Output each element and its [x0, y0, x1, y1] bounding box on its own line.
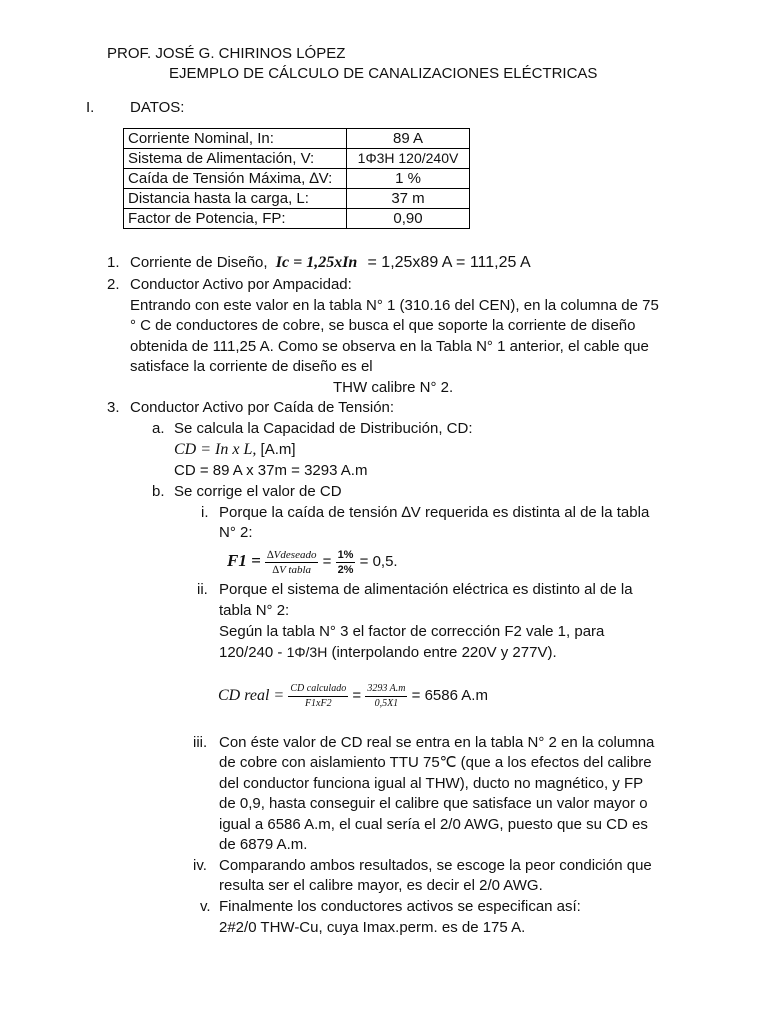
ampacity-title: Conductor Activo por Ampacidad:: [130, 276, 352, 293]
correction-title: Se corrige el valor de CD: [174, 483, 342, 500]
table-label: Corriente Nominal, In:: [124, 129, 347, 149]
percent-numerator: 1%: [337, 548, 354, 561]
factor2-phase: 1Φ/3H: [286, 644, 328, 660]
table-value: 89 A: [347, 129, 470, 149]
factor2-line: Porque el sistema de alimentación eléctrica es distinto al de la: [219, 581, 633, 598]
final-spec-line: Finalmente los conductores activos se especifican así:: [219, 898, 581, 915]
table-row: [124, 149, 470, 169]
factor1-line: N° 2:: [219, 524, 253, 541]
distribution-capacity-calc: CD = 89 A x 37m = 3293 A.m: [174, 462, 368, 479]
item-number: 2.: [107, 276, 120, 293]
table-value: 37 m: [347, 189, 470, 209]
author-name: PROF. JOSÉ G. CHIRINOS LÓPEZ: [107, 45, 346, 62]
table-row: [124, 209, 470, 229]
design-current-line: [130, 253, 531, 273]
factor1-denominator: ∆V tabla: [272, 563, 312, 576]
design-current-formula: Ic = 1,25xIn: [275, 254, 358, 271]
percent-fraction: [336, 548, 356, 577]
cable-selection-line: de cobre con aislamiento TTU 75℃ (que a los efectos del calibre: [219, 754, 652, 771]
factor1-line: Porque la caída de tensión ∆V requerida es distinta al de la tabla: [219, 504, 650, 521]
real-cd-fraction: [288, 682, 348, 711]
roman-number: iv.: [193, 857, 207, 874]
cable-selection-line: Con éste valor de CD real se entra en la tabla N° 2 en la columna: [219, 734, 655, 751]
section-title: DATOS:: [130, 99, 185, 116]
real-cd-numerator: CD calculado: [288, 682, 348, 697]
real-cd-lhs: CD real =: [218, 687, 285, 704]
factor2-line: tabla N° 2:: [219, 602, 290, 619]
table-label: Caída de Tensión Máxima, ∆V:: [124, 169, 347, 189]
distribution-capacity-unit: [A.m]: [260, 441, 296, 458]
distribution-capacity-formula-line: [174, 440, 296, 460]
table-row: [124, 169, 470, 189]
item-number: 1.: [107, 254, 120, 271]
item-number: 3.: [107, 399, 120, 416]
comparison-line: resulta ser el calibre mayor, es decir el 2/0 AWG.: [219, 877, 543, 894]
final-spec-line: 2#2/0 THW-Cu, cuya Imax.perm. es de 175 A.: [219, 919, 526, 936]
table-label: Sistema de Alimentación, V:: [124, 149, 347, 169]
cable-selection-line: de 0,9, hasta conseguir el calibre que satisface un valor mayor o: [219, 795, 648, 812]
real-cd-denominator: F1xF2: [304, 697, 332, 709]
ampacity-line: obtenida de 111,25 A. Como se observa en la Tabla N° 1 anterior, el cable que: [130, 338, 649, 355]
real-cd-value-numerator: 3293 A.m: [365, 682, 407, 697]
table-value: 1 %: [347, 169, 470, 189]
sub-item-letter: a.: [152, 420, 165, 437]
real-cd-formula: [218, 676, 488, 716]
cable-selection-line: del conductor funciona igual al THW), ducto no magnético, y FP: [219, 775, 644, 792]
factor2-note: (interpolando entre 220V y 277V).: [327, 644, 557, 661]
voltage-drop-title: Conductor Activo por Caída de Tensión:: [130, 399, 395, 416]
roman-number: ii.: [197, 581, 208, 598]
real-cd-equals: =: [352, 687, 362, 704]
table-value: 0,90: [347, 209, 470, 229]
section-number: I.: [86, 99, 95, 116]
distribution-capacity-text: Se calcula la Capacidad de Distribución, CD:: [174, 420, 473, 437]
factor1-numerator: ∆Vdeseado: [266, 548, 317, 561]
ampacity-line: Entrando con este valor en la tabla N° 1 (310.16 del CEN), en la columna de 75: [130, 297, 659, 314]
roman-number: v.: [200, 898, 211, 915]
cable-selection-line: de 6879 A.m.: [219, 836, 308, 853]
table-label: Distancia hasta la carga, L:: [124, 189, 347, 209]
factor2-line: Según la tabla N° 3 el factor de corrección F2 vale 1, para: [219, 623, 605, 640]
comparison-line: Comparando ambos resultados, se escoge la peor condición que: [219, 857, 652, 874]
factor1-result: = 0,5.: [359, 553, 398, 570]
data-table: [123, 128, 470, 229]
real-cd-value-denominator: 0,5X1: [374, 697, 399, 709]
distribution-capacity-formula: CD = In x L,: [174, 441, 257, 458]
table-value: 1Φ3H 120/240V: [347, 149, 470, 169]
roman-number: i.: [201, 504, 209, 521]
cable-selection-line: igual a 6586 A.m, el cual sería el 2/0 AWG, puesto que su CD es: [219, 816, 648, 833]
table-row: [124, 129, 470, 149]
factor1-lhs: F1 =: [227, 551, 261, 570]
table-row: [124, 189, 470, 209]
factor1-fraction: [265, 548, 319, 577]
design-current-text: Corriente de Diseño,: [130, 254, 268, 271]
ampacity-line: ° C de conductores de cobre, se busca el que soporte la corriente de diseño: [130, 317, 636, 334]
roman-number: iii.: [193, 734, 208, 751]
sub-item-letter: b.: [152, 483, 165, 500]
factor2-line: [219, 642, 557, 663]
design-current-result: = 1,25x89 A = 111,25 A: [367, 254, 531, 271]
ampacity-result: THW calibre N° 2.: [333, 379, 454, 396]
real-cd-value-fraction: [365, 682, 407, 711]
factor1-formula: [227, 543, 398, 580]
factor1-equals: =: [322, 553, 332, 570]
percent-denominator: 2%: [337, 563, 354, 576]
document-title: EJEMPLO DE CÁLCULO DE CANALIZACIONES ELÉCTRICAS: [169, 65, 598, 82]
table-label: Factor de Potencia, FP:: [124, 209, 347, 229]
ampacity-line: satisface la corriente de diseño es el: [130, 358, 373, 375]
real-cd-result: = 6586 A.m: [411, 687, 488, 704]
factor2-voltage: 120/240 -: [219, 644, 287, 661]
